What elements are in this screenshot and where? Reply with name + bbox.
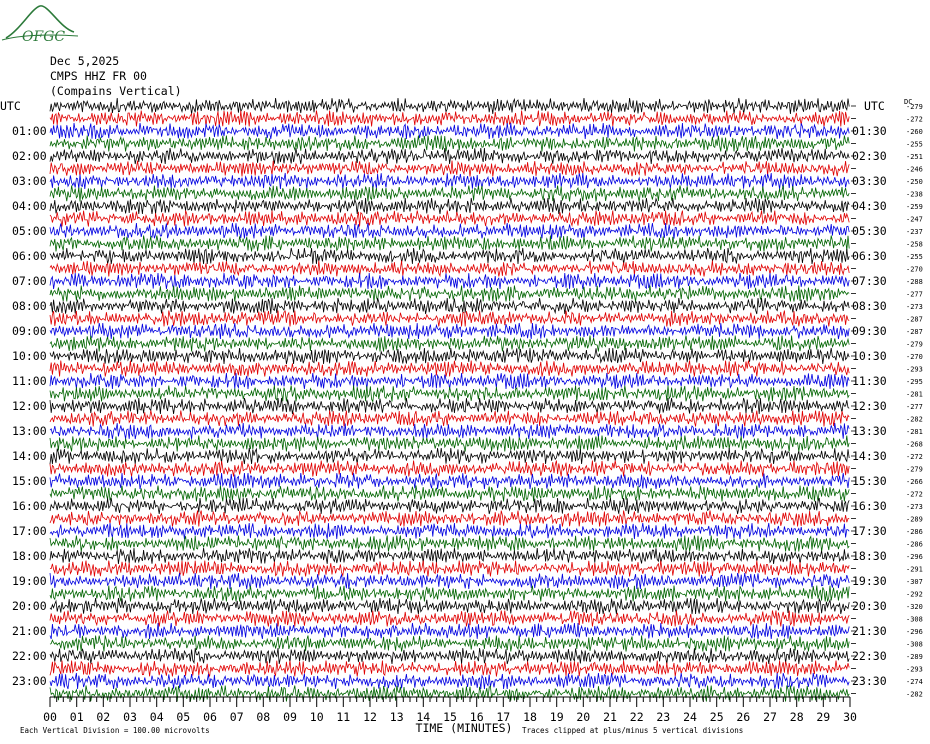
x-tick-label: 23 bbox=[656, 710, 671, 724]
dc-offset-label: -296 bbox=[906, 628, 923, 636]
x-tick-label: 08 bbox=[256, 710, 271, 724]
x-tick-label: 26 bbox=[736, 710, 751, 724]
left-hour-label: 14:00 bbox=[12, 449, 47, 463]
left-hour-label: 13:00 bbox=[12, 424, 47, 438]
dc-offset-label: -279 bbox=[906, 340, 923, 349]
x-tick-label: 20 bbox=[576, 710, 591, 724]
trace-6 bbox=[50, 173, 849, 189]
right-hour-label: 21:30 bbox=[852, 624, 887, 638]
trace-0 bbox=[50, 98, 849, 114]
x-tick-label: 29 bbox=[816, 710, 831, 724]
right-hour-label: 08:30 bbox=[852, 299, 887, 313]
left-hour-label: 20:00 bbox=[12, 599, 47, 613]
trace-11 bbox=[50, 236, 849, 252]
trace-30 bbox=[50, 473, 849, 489]
dc-offset-label: -251 bbox=[906, 153, 923, 161]
trace-43 bbox=[50, 636, 849, 652]
trace-21 bbox=[50, 361, 849, 377]
right-hour-label: 07:30 bbox=[852, 274, 887, 288]
x-tick-label: 00 bbox=[43, 710, 57, 724]
dc-offset-label: -272 bbox=[906, 453, 923, 461]
x-tick-label: 18 bbox=[523, 710, 537, 724]
x-tick-label: 24 bbox=[683, 710, 697, 724]
left-hour-label: 15:00 bbox=[12, 474, 47, 488]
dc-offset-label: -272 bbox=[906, 490, 923, 499]
dc-offset-label: -237 bbox=[906, 228, 923, 236]
trace-37 bbox=[50, 561, 849, 577]
right-hour-label: 09:30 bbox=[852, 324, 887, 338]
left-hour-label: 05:00 bbox=[12, 224, 47, 238]
dc-offset-label: -281 bbox=[906, 428, 923, 436]
dc-offset-label: -286 bbox=[906, 528, 923, 536]
trace-40 bbox=[50, 598, 849, 614]
x-axis-title: TIME (MINUTES) bbox=[415, 721, 513, 735]
right-hour-label: 18:30 bbox=[852, 549, 887, 563]
clip-note: Traces clipped at plus/minus 5 vertical divisions bbox=[522, 726, 744, 735]
dc-header-label: DC bbox=[904, 98, 913, 106]
x-tick-label: 09 bbox=[283, 710, 297, 724]
dc-offset-label: -282 bbox=[906, 690, 923, 699]
x-tick-label: 28 bbox=[789, 710, 804, 724]
x-tick-label: 04 bbox=[149, 710, 164, 724]
dc-offset-label: -277 bbox=[906, 290, 923, 299]
dc-offset-label: -291 bbox=[906, 565, 923, 574]
left-hour-label: 03:00 bbox=[12, 174, 47, 188]
x-tick-label: 21 bbox=[603, 710, 617, 724]
left-hour-label: 04:00 bbox=[12, 199, 47, 213]
dc-offset-label: -287 bbox=[906, 315, 923, 324]
dc-offset-label: -286 bbox=[906, 540, 923, 549]
dc-offset-label: -238 bbox=[906, 190, 923, 199]
dc-offset-label: -255 bbox=[906, 253, 923, 261]
left-hour-label: 21:00 bbox=[12, 624, 47, 638]
dc-offset-label: -258 bbox=[906, 240, 923, 249]
trace-35 bbox=[50, 536, 849, 552]
dc-offset-label: -287 bbox=[906, 328, 923, 336]
trace-34 bbox=[50, 523, 849, 539]
trace-24 bbox=[50, 398, 849, 414]
right-hour-label: 15:30 bbox=[852, 474, 887, 488]
dc-offset-label: -307 bbox=[906, 578, 923, 586]
right-hour-label: 12:30 bbox=[852, 399, 887, 413]
logo-text: OFGC bbox=[22, 29, 66, 45]
x-tick-label: 14 bbox=[416, 710, 431, 724]
right-hour-label: 05:30 bbox=[852, 224, 887, 238]
dc-offset-label: -255 bbox=[906, 140, 923, 149]
left-hour-label: 19:00 bbox=[12, 574, 47, 588]
trace-33 bbox=[50, 511, 849, 527]
dc-offset-label: -293 bbox=[906, 665, 923, 674]
trace-18 bbox=[50, 323, 849, 339]
dc-offset-label: -292 bbox=[906, 590, 923, 599]
x-tick-label: 22 bbox=[629, 710, 644, 724]
trace-45 bbox=[50, 661, 849, 677]
right-hour-label: 17:30 bbox=[852, 524, 887, 538]
right-hour-label: 06:30 bbox=[852, 249, 887, 263]
scale-note: Each Vertical Division = 100.00 microvolts bbox=[20, 726, 210, 735]
x-tick-label: 13 bbox=[389, 710, 404, 724]
x-tick-label: 16 bbox=[469, 710, 484, 724]
x-tick-label: 25 bbox=[709, 710, 724, 724]
x-tick-label: 11 bbox=[336, 710, 351, 724]
dc-offset-label: -260 bbox=[906, 128, 923, 136]
right-hour-label: 13:30 bbox=[852, 424, 887, 438]
dc-offset-label: -320 bbox=[906, 603, 923, 611]
trace-38 bbox=[50, 573, 849, 589]
left-hour-label: 17:00 bbox=[12, 524, 47, 538]
dc-offset-label: -246 bbox=[906, 165, 923, 174]
header-station: CMPS HHZ FR 00 bbox=[50, 69, 147, 83]
dc-offset-label: -247 bbox=[906, 215, 923, 224]
dc-offset-label: -273 bbox=[906, 503, 923, 511]
x-tick-label: 01 bbox=[69, 710, 84, 724]
trace-26 bbox=[50, 423, 849, 439]
right-hour-label: 23:30 bbox=[852, 674, 887, 688]
trace-9 bbox=[50, 211, 849, 227]
left-hour-label: 09:00 bbox=[12, 324, 47, 338]
dc-offset-label: -293 bbox=[906, 365, 923, 374]
dc-offset-label: -250 bbox=[906, 178, 923, 186]
trace-7 bbox=[50, 186, 849, 202]
dc-offset-label: -274 bbox=[906, 678, 923, 686]
dc-offset-label: -289 bbox=[906, 515, 923, 524]
dc-offset-label: -296 bbox=[906, 553, 923, 561]
right-hour-label: 01:30 bbox=[852, 124, 887, 138]
trace-15 bbox=[50, 286, 849, 302]
right-hour-label: 04:30 bbox=[852, 199, 887, 213]
trace-17 bbox=[50, 311, 849, 327]
trace-28 bbox=[50, 448, 849, 464]
left-hour-label: 01:00 bbox=[12, 124, 47, 138]
dc-offset-label: -295 bbox=[906, 378, 923, 386]
left-hour-label: 12:00 bbox=[12, 399, 47, 413]
trace-29 bbox=[50, 461, 849, 477]
trace-32 bbox=[50, 498, 849, 514]
left-hour-label: 02:00 bbox=[12, 149, 47, 163]
trace-25 bbox=[50, 411, 849, 427]
x-tick-label: 15 bbox=[443, 710, 457, 724]
right-axis-title: UTC bbox=[864, 99, 885, 113]
dc-offset-label: -273 bbox=[906, 303, 923, 311]
dc-offset-label: -270 bbox=[906, 265, 923, 274]
trace-4 bbox=[50, 148, 849, 164]
right-hour-label: 14:30 bbox=[852, 449, 887, 463]
dc-offset-label: -281 bbox=[906, 390, 923, 399]
left-axis-title: UTC bbox=[0, 99, 21, 113]
right-hour-label: 22:30 bbox=[852, 649, 887, 663]
x-tick-label: 05 bbox=[176, 710, 191, 724]
right-hour-label: 20:30 bbox=[852, 599, 887, 613]
trace-2 bbox=[50, 123, 849, 139]
trace-10 bbox=[50, 223, 849, 239]
left-hour-label: 18:00 bbox=[12, 549, 47, 563]
left-hour-label: 23:00 bbox=[12, 674, 47, 688]
right-hour-label: 16:30 bbox=[852, 499, 887, 513]
trace-31 bbox=[50, 486, 849, 502]
dc-offset-label: -289 bbox=[906, 653, 923, 661]
dc-offset-label: -277 bbox=[906, 403, 923, 411]
dc-offset-label: -288 bbox=[906, 278, 923, 286]
left-hour-label: 10:00 bbox=[12, 349, 47, 363]
dc-offset-label: -308 bbox=[906, 615, 923, 624]
x-tick-label: 10 bbox=[309, 710, 324, 724]
left-hour-label: 22:00 bbox=[12, 649, 47, 663]
trace-12 bbox=[50, 248, 849, 264]
trace-19 bbox=[50, 336, 849, 352]
right-hour-label: 19:30 bbox=[852, 574, 887, 588]
dc-offset-label: -268 bbox=[906, 440, 923, 449]
x-tick-label: 03 bbox=[123, 710, 137, 724]
trace-8 bbox=[50, 198, 849, 214]
trace-39 bbox=[50, 586, 849, 602]
x-tick-label: 06 bbox=[203, 710, 217, 724]
x-tick-label: 27 bbox=[763, 710, 777, 724]
trace-13 bbox=[50, 261, 849, 277]
trace-42 bbox=[50, 623, 849, 639]
header-date: Dec 5,2025 bbox=[50, 54, 120, 68]
dc-offset-label: -279 bbox=[906, 103, 923, 111]
trace-16 bbox=[50, 298, 849, 314]
dc-offset-label: -272 bbox=[906, 115, 923, 124]
x-tick-label: 19 bbox=[549, 710, 564, 724]
right-hour-label: 10:30 bbox=[852, 349, 887, 363]
x-tick-label: 02 bbox=[96, 710, 111, 724]
x-tick-label: 30 bbox=[843, 710, 857, 724]
right-hour-label: 11:30 bbox=[852, 374, 887, 388]
dc-offset-label: -270 bbox=[906, 353, 923, 361]
x-tick-label: 07 bbox=[229, 710, 244, 724]
left-hour-label: 08:00 bbox=[12, 299, 47, 313]
right-hour-label: 02:30 bbox=[852, 149, 887, 163]
dc-offset-label: -282 bbox=[906, 415, 923, 424]
x-tick-label: 17 bbox=[496, 710, 511, 724]
dc-offset-label: -266 bbox=[906, 478, 923, 486]
trace-36 bbox=[50, 548, 849, 564]
trace-46 bbox=[50, 673, 849, 689]
left-hour-label: 11:00 bbox=[12, 374, 47, 388]
traces-group bbox=[50, 98, 849, 702]
left-hour-label: 16:00 bbox=[12, 499, 47, 513]
right-hour-label: 03:30 bbox=[852, 174, 887, 188]
dc-offset-label: -259 bbox=[906, 203, 923, 211]
x-tick-label: 12 bbox=[363, 710, 377, 724]
left-hour-label: 06:00 bbox=[12, 249, 47, 263]
left-hour-label: 07:00 bbox=[12, 274, 47, 288]
trace-14 bbox=[50, 273, 849, 289]
header-location: (Compains Vertical) bbox=[50, 84, 182, 98]
dc-offset-label: -308 bbox=[906, 640, 923, 649]
dc-offset-label: -279 bbox=[906, 465, 923, 474]
